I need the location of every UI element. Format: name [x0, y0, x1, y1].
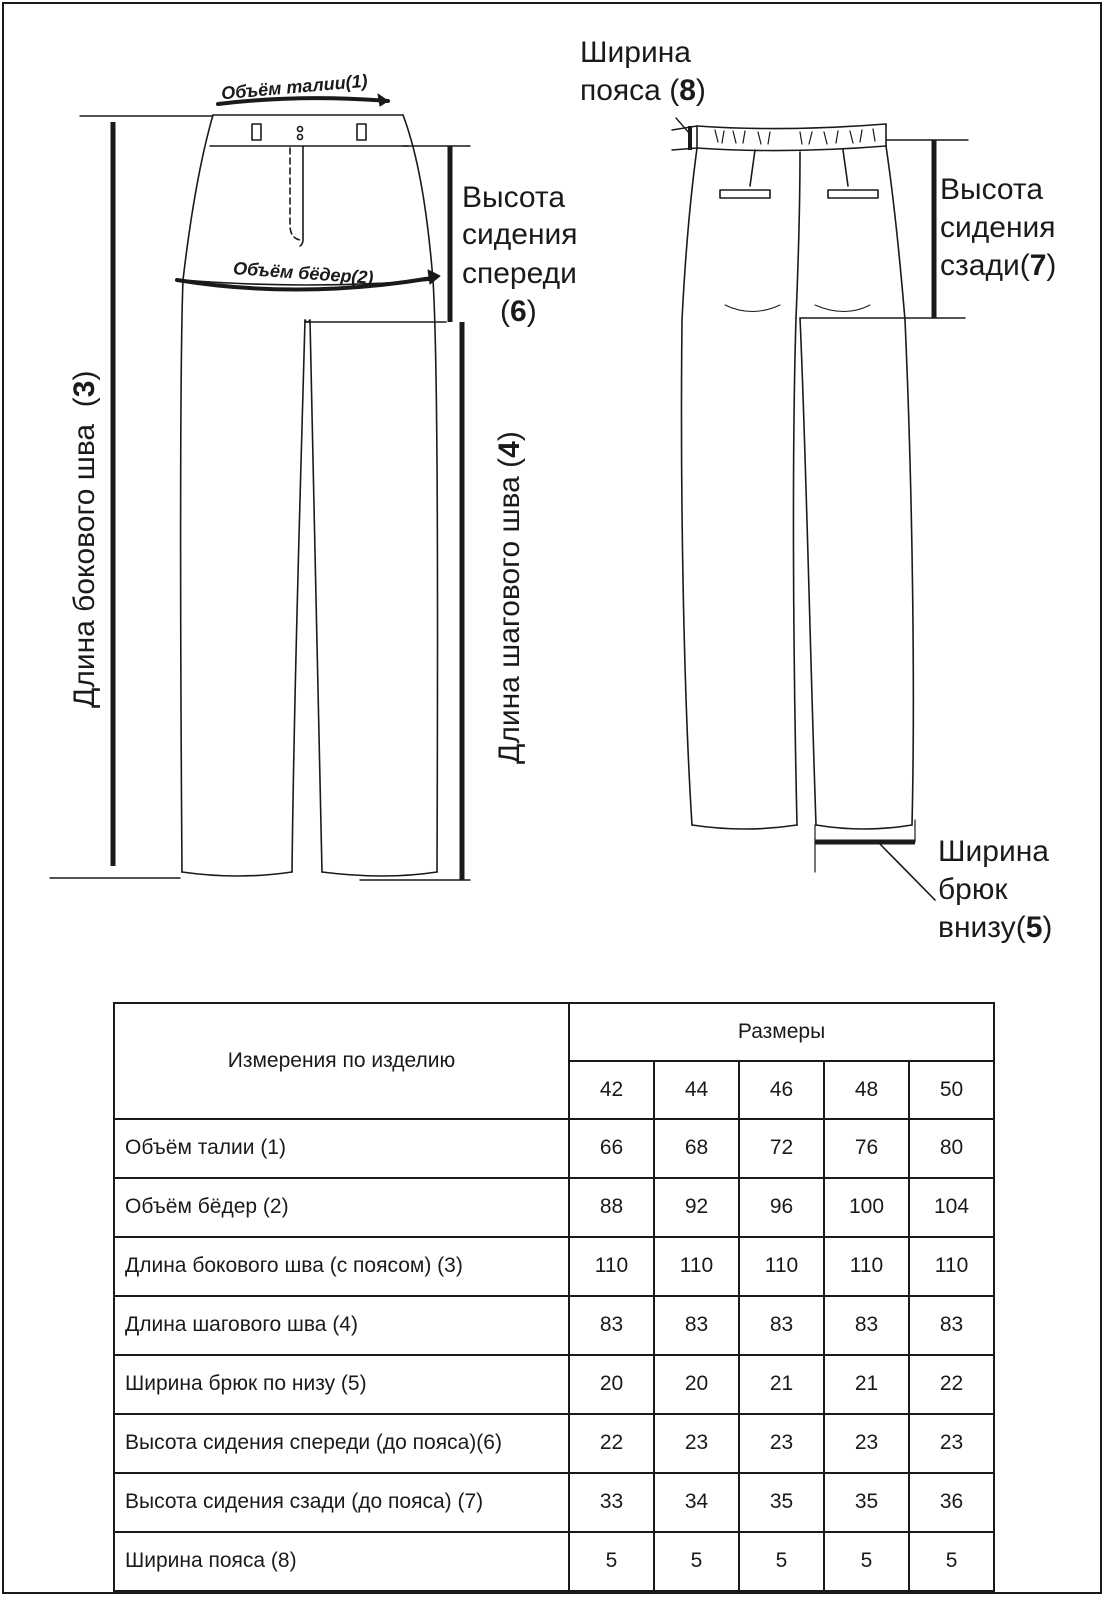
size-header-cell: 44 [654, 1061, 739, 1119]
measurement-value: 33 [569, 1473, 654, 1532]
back-measure-lines [672, 118, 968, 900]
measurement-value: 5 [654, 1532, 739, 1591]
hem-width-line1: Ширина [938, 835, 1049, 868]
front-rise-number-value: 6 [510, 295, 527, 328]
measurement-value: 83 [654, 1296, 739, 1355]
hips-label-paren-close: ) [366, 267, 375, 288]
measurement-name: Ширина пояса (8) [114, 1532, 569, 1591]
measurement-value: 21 [824, 1355, 909, 1414]
belt-width-line2: пояса (8) [580, 74, 706, 107]
measurement-value: 35 [739, 1473, 824, 1532]
measurement-value: 23 [824, 1414, 909, 1473]
hips-label-paren-open: ( [350, 266, 359, 287]
back-rise-line3: сзади(7) [940, 249, 1057, 282]
measurement-value: 35 [824, 1473, 909, 1532]
measurement-value: 96 [739, 1178, 824, 1237]
table-row [114, 1473, 994, 1532]
hem-width-line3-text: внизу [938, 911, 1016, 944]
front-trousers-outline [181, 115, 446, 876]
measurement-value: 20 [569, 1355, 654, 1414]
measurement-value: 83 [569, 1296, 654, 1355]
side-seam-label-text: Длина бокового шва [68, 423, 101, 708]
measurement-value: 92 [654, 1178, 739, 1237]
hips-label-text: Объём бёдер [232, 258, 353, 287]
front-measure-lines [50, 94, 470, 880]
table-row [114, 1355, 994, 1414]
measurement-value: 20 [654, 1355, 739, 1414]
side-seam-label: Длина бокового шва (3) [68, 370, 101, 708]
measurement-name: Ширина брюк по низу (5) [114, 1355, 569, 1414]
size-table [113, 1002, 995, 1592]
measurement-value: 110 [824, 1237, 909, 1296]
measurement-value: 83 [824, 1296, 909, 1355]
measurement-value: 34 [654, 1473, 739, 1532]
measure-header: Измерения по изделию [114, 1003, 569, 1119]
measurement-value: 66 [569, 1119, 654, 1178]
waist-label-paren-close: ) [360, 70, 369, 92]
inseam-label: Длина шагового шва (4) [493, 431, 526, 764]
side-seam-label-number: 3 [68, 380, 101, 398]
measurement-value: 83 [739, 1296, 824, 1355]
measurement-value: 110 [654, 1237, 739, 1296]
measurement-value: 68 [654, 1119, 739, 1178]
size-header-cell: 50 [909, 1061, 994, 1119]
measurement-value: 21 [739, 1355, 824, 1414]
back-trousers-outline [681, 124, 965, 829]
measurement-value: 104 [909, 1178, 994, 1237]
back-rise-number: 7 [1029, 249, 1047, 282]
measurement-value: 110 [739, 1237, 824, 1296]
measurement-value: 5 [824, 1532, 909, 1591]
measurement-value: 23 [909, 1414, 994, 1473]
size-header-cell: 48 [824, 1061, 909, 1119]
table-row [114, 1296, 994, 1355]
front-rise-number: (6) [500, 295, 537, 328]
measurement-name: Длина шагового шва (4) [114, 1296, 569, 1355]
hem-width-line3: внизу(5) [938, 911, 1053, 944]
measurement-value: 22 [569, 1414, 654, 1473]
table-row [114, 1237, 994, 1296]
measurement-value: 110 [569, 1237, 654, 1296]
front-rise-line2: сидения [462, 218, 578, 251]
waist-label-text: Объём талии [220, 72, 347, 104]
measurement-value: 5 [909, 1532, 994, 1591]
back-rise-line2: сидения [940, 211, 1056, 244]
measurement-value: 110 [909, 1237, 994, 1296]
inseam-label-text: Длина шагового шва [493, 476, 526, 764]
front-rise-line1: Высота [462, 181, 566, 214]
measurement-name: Длина бокового шва (с поясом) (3) [114, 1237, 569, 1296]
measurement-value: 72 [739, 1119, 824, 1178]
front-rise-line3: спереди [462, 257, 577, 290]
table-row [114, 1414, 994, 1473]
hem-width-number: 5 [1025, 911, 1043, 944]
measurement-value: 88 [569, 1178, 654, 1237]
measurement-value: 100 [824, 1178, 909, 1237]
measurement-value: 80 [909, 1119, 994, 1178]
measurement-name: Объём талии (1) [114, 1119, 569, 1178]
table-row [114, 1532, 994, 1591]
measurement-value: 76 [824, 1119, 909, 1178]
waist-label-paren-open: ( [344, 72, 353, 93]
belt-width-line1: Ширина [580, 36, 691, 69]
table-row [114, 1119, 994, 1178]
waist-label-number: 1 [350, 71, 363, 92]
size-header-cell: 46 [739, 1061, 824, 1119]
hips-label-number: 2 [356, 266, 369, 288]
table-row [114, 1178, 994, 1237]
belt-width-number: 8 [679, 74, 696, 107]
back-rise-line1: Высота [940, 173, 1044, 206]
measurement-value: 22 [909, 1355, 994, 1414]
measurement-value: 5 [739, 1532, 824, 1591]
measurement-name: Высота сидения спереди (до пояса)(6) [114, 1414, 569, 1473]
back-rise-line3-text: сзади [940, 249, 1020, 282]
measurement-value: 5 [569, 1532, 654, 1591]
size-header-cell: 42 [569, 1061, 654, 1119]
measurement-name: Высота сидения сзади (до пояса) (7) [114, 1473, 569, 1532]
measurement-value: 36 [909, 1473, 994, 1532]
measurement-name: Объём бёдер (2) [114, 1178, 569, 1237]
measurement-value: 83 [909, 1296, 994, 1355]
measurement-value: 23 [739, 1414, 824, 1473]
size-table-body [114, 1119, 994, 1591]
belt-width-line2-text: пояса [580, 74, 661, 107]
inseam-label-number: 4 [493, 441, 526, 458]
measurement-value: 23 [654, 1414, 739, 1473]
hem-width-line2: брюк [938, 873, 1008, 906]
sizes-header: Размеры [569, 1003, 994, 1061]
